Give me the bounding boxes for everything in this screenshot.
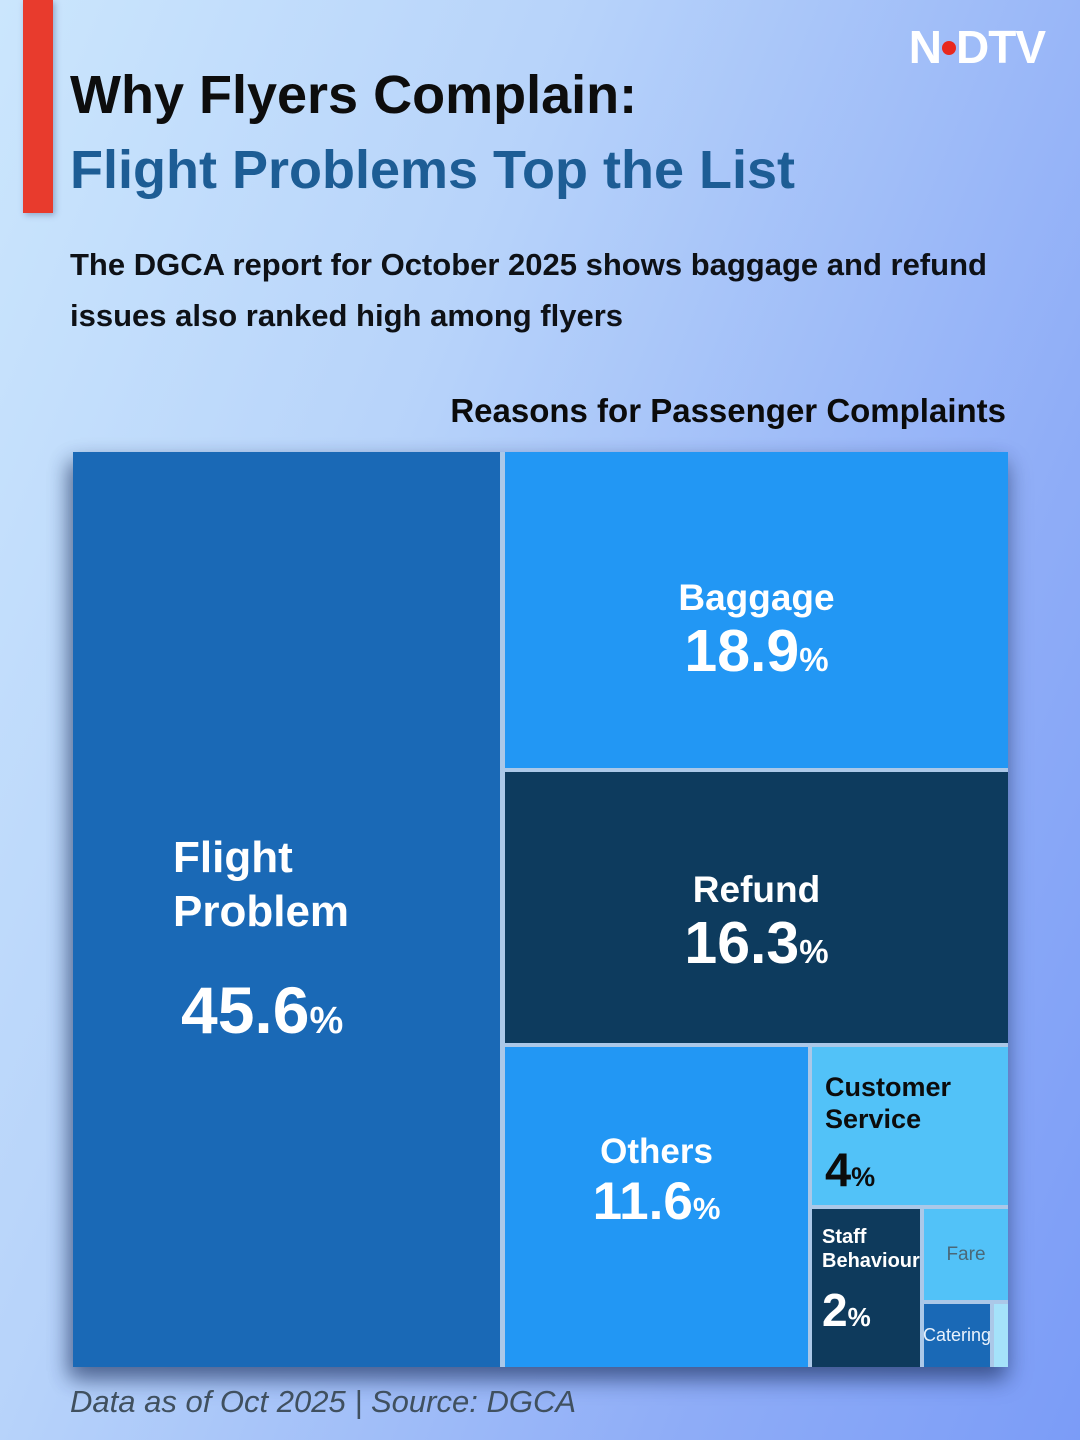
treemap-tile-staff-behaviour: [812, 1209, 920, 1367]
source-note: Data as of Oct 2025 | Source: DGCA: [70, 1384, 577, 1419]
tile-value-number: 2: [822, 1284, 848, 1336]
tile-value: [593, 1172, 721, 1233]
treemap-tile-baggage: [505, 452, 1008, 768]
page-title: [70, 58, 795, 207]
tile-label: Staff Behaviour: [822, 1226, 920, 1272]
treemap-tile-flight-problem: [73, 452, 500, 1367]
tile-value-number: 45.6: [181, 973, 310, 1048]
percent-sign: %: [799, 933, 829, 971]
percent-sign: %: [847, 1302, 871, 1332]
page-title-line2: Flight Problems Top the List: [70, 139, 795, 200]
page-title-line1: Why Flyers Complain:: [70, 65, 638, 125]
tile-value: [181, 972, 343, 1048]
tile-label: Flight Problem: [173, 832, 350, 936]
percent-sign: %: [799, 640, 829, 678]
red-accent-bar: [23, 0, 53, 213]
tile-label: Catering: [922, 1325, 992, 1345]
percent-sign: %: [309, 1000, 344, 1043]
percent-sign: %: [851, 1161, 876, 1192]
treemap-tile-customer-service: [812, 1047, 1008, 1205]
tile-label: Others: [600, 1131, 713, 1171]
tile-value-number: 16.3: [684, 910, 800, 977]
tile-value: [684, 911, 828, 976]
ndtv-logo-dot-icon: [942, 41, 956, 55]
ndtv-logo: [909, 20, 1045, 74]
tile-value: [825, 1142, 1000, 1196]
tile-value-number: 11.6: [592, 1171, 693, 1231]
tile-value: [684, 619, 828, 684]
treemap-tile-fare: [924, 1209, 1008, 1300]
treemap-tile-unlabeled: [994, 1304, 1008, 1367]
treemap-tile-refund: [505, 772, 1008, 1043]
chart-title: Reasons for Passenger Complaints: [450, 392, 1006, 429]
percent-sign: %: [692, 1190, 721, 1226]
treemap-tile-catering: [924, 1304, 990, 1367]
tile-value-number: 18.9: [684, 617, 800, 684]
tile-value: [822, 1284, 916, 1336]
tile-label: Refund: [692, 869, 821, 911]
treemap-chart: [73, 452, 1008, 1367]
ndtv-logo-n: N: [908, 21, 941, 73]
tile-label: Baggage: [678, 576, 835, 618]
tile-label: Customer Service: [825, 1072, 952, 1135]
ndtv-logo-dtv: DTV: [956, 21, 1045, 73]
treemap-tile-others: [505, 1047, 808, 1367]
page-subtitle: The DGCA report for October 2025 shows baggage and refund issues also ranked high among flyers: [70, 247, 987, 333]
tile-label: Fare: [946, 1243, 986, 1265]
tile-value-number: 4: [825, 1142, 852, 1196]
